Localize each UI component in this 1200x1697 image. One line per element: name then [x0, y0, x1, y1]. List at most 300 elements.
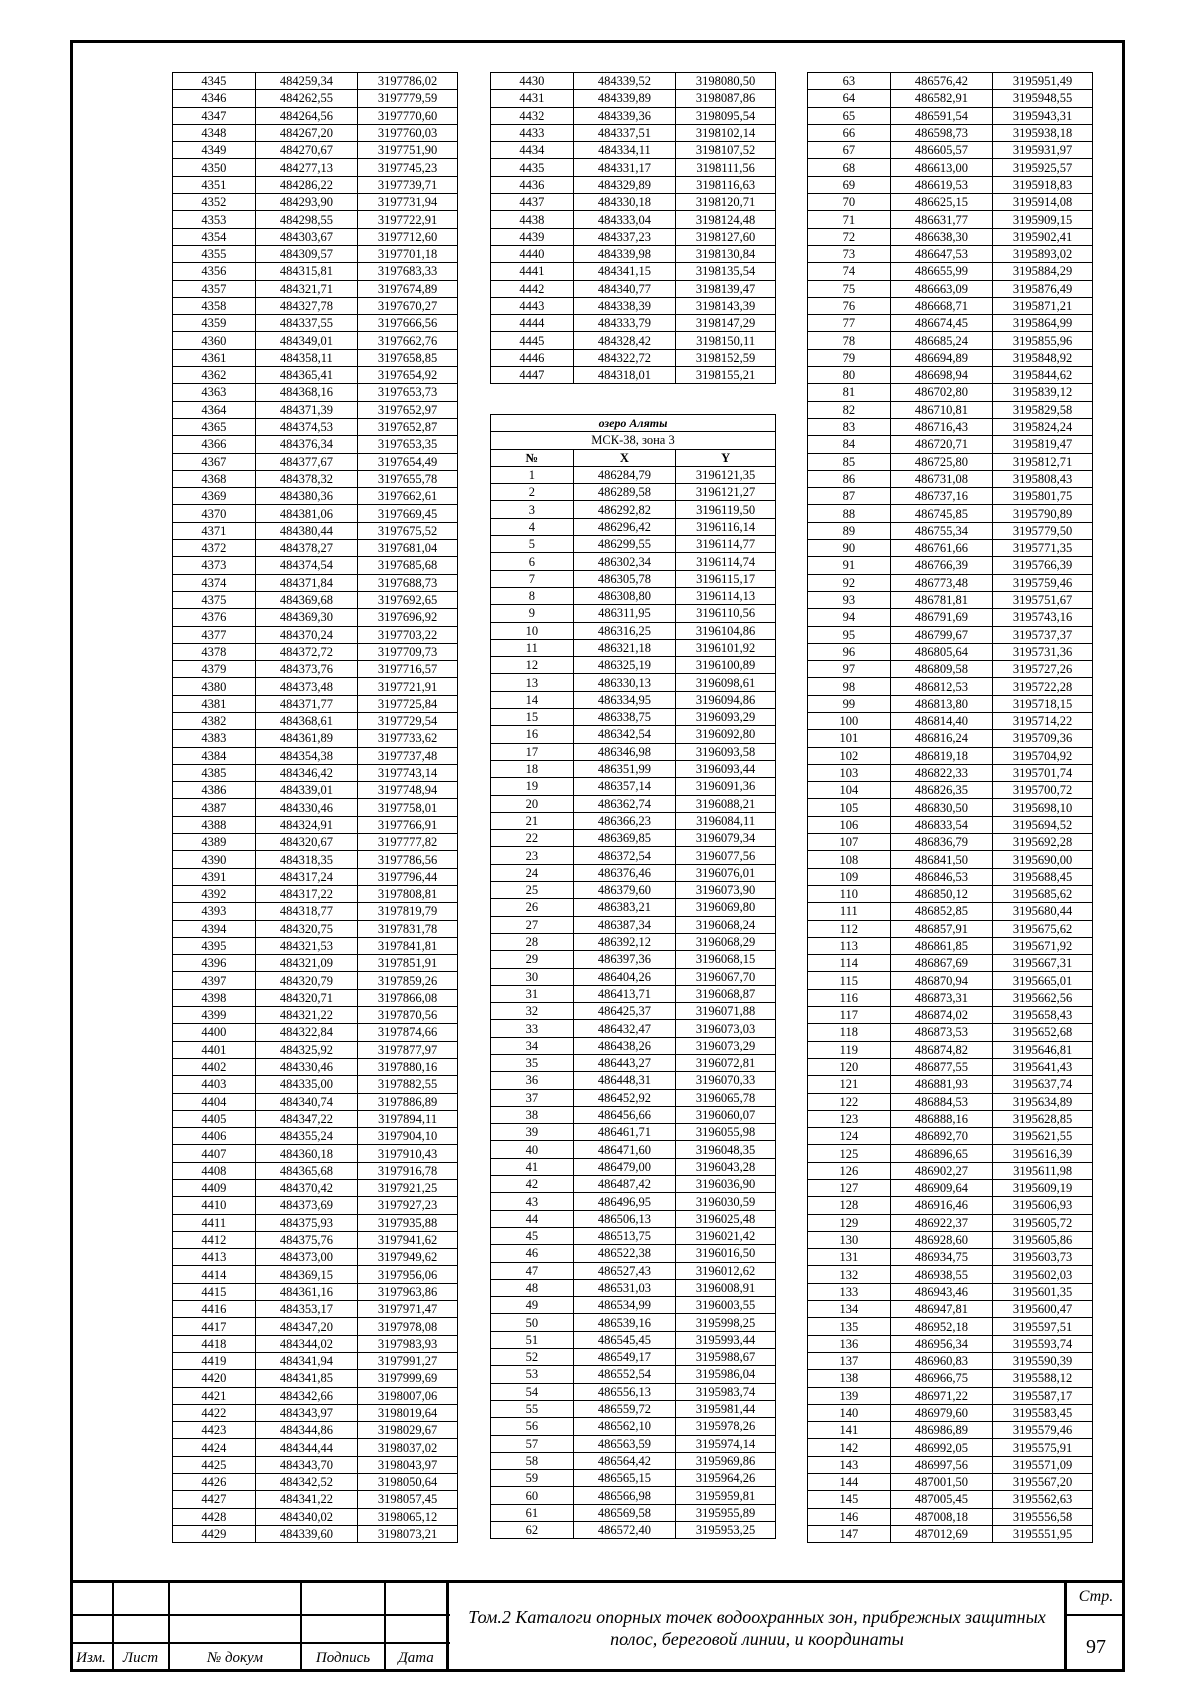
- y-coordinate-cell: 3196092,80: [676, 726, 776, 743]
- point-number-cell: 4359: [173, 315, 256, 332]
- y-coordinate-cell: 3198155,21: [676, 367, 776, 384]
- table-row: [808, 730, 1093, 747]
- table-row: [808, 920, 1093, 937]
- point-number-cell: 77: [808, 315, 891, 332]
- point-number-cell: 107: [808, 834, 891, 851]
- y-coordinate-cell: 3195759,46: [993, 574, 1093, 591]
- y-coordinate-cell: 3195551,95: [993, 1525, 1093, 1542]
- table-row: [173, 73, 458, 90]
- table-row: [173, 1508, 458, 1525]
- table-row: [808, 332, 1093, 349]
- x-coordinate-cell: 486916,46: [890, 1197, 993, 1214]
- y-coordinate-cell: 3197963,86: [358, 1283, 458, 1300]
- x-coordinate-cell: 486892,70: [890, 1128, 993, 1145]
- y-coordinate-cell: 3198087,86: [676, 90, 776, 107]
- y-coordinate-cell: 3197722,91: [358, 211, 458, 228]
- table-row: [173, 1162, 458, 1179]
- x-coordinate-cell: 486545,45: [573, 1331, 676, 1348]
- y-coordinate-cell: 3196114,13: [676, 587, 776, 604]
- table-row: [491, 1089, 776, 1106]
- point-number-cell: 4399: [173, 1007, 256, 1024]
- table-row: [808, 1041, 1093, 1058]
- table-row: [808, 1249, 1093, 1266]
- table-row: [491, 176, 776, 193]
- point-number-cell: 83: [808, 418, 891, 435]
- point-number-cell: 96: [808, 643, 891, 660]
- table-row: [808, 661, 1093, 678]
- x-coordinate-cell: 486745,85: [890, 505, 993, 522]
- table-row: [173, 367, 458, 384]
- table-row: [491, 536, 776, 553]
- table-row: [173, 1197, 458, 1214]
- point-number-cell: 35: [491, 1054, 574, 1071]
- x-coordinate-cell: 486731,08: [890, 470, 993, 487]
- table-row: [173, 1474, 458, 1491]
- point-number-cell: 4434: [491, 142, 574, 159]
- x-coordinate-cell: 486655,99: [890, 263, 993, 280]
- table-row: [173, 315, 458, 332]
- point-number-cell: 4355: [173, 245, 256, 262]
- x-coordinate-cell: 486631,77: [890, 211, 993, 228]
- point-number-cell: 115: [808, 972, 891, 989]
- table-row: [808, 505, 1093, 522]
- point-number-cell: 108: [808, 851, 891, 868]
- table-row: [808, 90, 1093, 107]
- x-coordinate-cell: 486376,46: [573, 864, 676, 881]
- x-coordinate-cell: 486896,65: [890, 1145, 993, 1162]
- y-coordinate-cell: 3195993,44: [676, 1331, 776, 1348]
- table-row: [491, 280, 776, 297]
- point-number-cell: 4432: [491, 107, 574, 124]
- y-coordinate-cell: 3197701,18: [358, 245, 458, 262]
- x-coordinate-cell: 484369,68: [255, 591, 358, 608]
- x-coordinate-cell: 484341,15: [573, 263, 676, 280]
- x-coordinate-cell: 484340,77: [573, 280, 676, 297]
- y-coordinate-cell: 3195884,29: [993, 263, 1093, 280]
- table-row: [808, 1474, 1093, 1491]
- x-coordinate-cell: 486566,98: [573, 1487, 676, 1504]
- table-row: [491, 1366, 776, 1383]
- x-coordinate-cell: 484372,72: [255, 643, 358, 660]
- point-number-cell: 102: [808, 747, 891, 764]
- column-header-number: №: [491, 449, 574, 466]
- x-coordinate-cell: 486325,19: [573, 657, 676, 674]
- table-row: [491, 674, 776, 691]
- table-row: [173, 557, 458, 574]
- table-row: [808, 436, 1093, 453]
- point-number-cell: 37: [491, 1089, 574, 1106]
- x-coordinate-cell: 486572,40: [573, 1522, 676, 1539]
- y-coordinate-cell: 3195855,96: [993, 332, 1093, 349]
- x-coordinate-cell: 486321,18: [573, 639, 676, 656]
- y-coordinate-cell: 3197978,08: [358, 1318, 458, 1335]
- point-number-cell: 4358: [173, 297, 256, 314]
- point-number-cell: 50: [491, 1314, 574, 1331]
- x-coordinate-cell: 484370,24: [255, 626, 358, 643]
- x-coordinate-cell: 484262,55: [255, 90, 358, 107]
- table-row: [491, 107, 776, 124]
- point-number-cell: 42: [491, 1176, 574, 1193]
- table-row: [808, 107, 1093, 124]
- table-row: [173, 851, 458, 868]
- point-number-cell: 99: [808, 695, 891, 712]
- point-number-cell: 4371: [173, 522, 256, 539]
- table-row: [173, 1456, 458, 1473]
- point-number-cell: 88: [808, 505, 891, 522]
- x-coordinate-cell: 486943,46: [890, 1283, 993, 1300]
- x-coordinate-cell: 484376,34: [255, 436, 358, 453]
- point-number-cell: 32: [491, 1003, 574, 1020]
- point-number-cell: 4439: [491, 228, 574, 245]
- x-coordinate-cell: 484346,42: [255, 764, 358, 781]
- y-coordinate-cell: 3195562,63: [993, 1491, 1093, 1508]
- point-number-cell: 53: [491, 1366, 574, 1383]
- x-coordinate-cell: 486506,13: [573, 1210, 676, 1227]
- point-number-cell: 128: [808, 1197, 891, 1214]
- x-coordinate-cell: 486861,85: [890, 937, 993, 954]
- point-number-cell: 4349: [173, 142, 256, 159]
- point-number-cell: 18: [491, 760, 574, 777]
- table-row: [173, 349, 458, 366]
- point-number-cell: 4441: [491, 263, 574, 280]
- point-number-cell: 4443: [491, 297, 574, 314]
- x-coordinate-cell: 486971,22: [890, 1387, 993, 1404]
- table-row: [491, 367, 776, 384]
- coordinates-table-right: [807, 72, 1093, 1543]
- x-coordinate-cell: 486822,33: [890, 764, 993, 781]
- point-number-cell: 62: [491, 1522, 574, 1539]
- x-coordinate-cell: 484318,01: [573, 367, 676, 384]
- y-coordinate-cell: 3195893,02: [993, 245, 1093, 262]
- table-row: [491, 657, 776, 674]
- page-label: Стр.: [1078, 1588, 1114, 1605]
- y-coordinate-cell: 3196084,11: [676, 812, 776, 829]
- y-coordinate-cell: 3195766,39: [993, 557, 1093, 574]
- x-coordinate-cell: 486425,37: [573, 1003, 676, 1020]
- point-number-cell: 9: [491, 605, 574, 622]
- y-coordinate-cell: 3195556,58: [993, 1508, 1093, 1525]
- table-row: [173, 955, 458, 972]
- y-coordinate-cell: 3196073,03: [676, 1020, 776, 1037]
- x-coordinate-cell: 487005,45: [890, 1491, 993, 1508]
- point-number-cell: 82: [808, 401, 891, 418]
- x-coordinate-cell: 484374,53: [255, 418, 358, 435]
- y-coordinate-cell: 3196008,91: [676, 1279, 776, 1296]
- table-row: [491, 73, 776, 90]
- y-coordinate-cell: 3198135,54: [676, 263, 776, 280]
- table-row: [808, 868, 1093, 885]
- table-row: [491, 830, 776, 847]
- y-coordinate-cell: 3195938,18: [993, 124, 1093, 141]
- point-number-cell: 4354: [173, 228, 256, 245]
- y-coordinate-cell: 3195751,67: [993, 591, 1093, 608]
- x-coordinate-cell: 486873,53: [890, 1024, 993, 1041]
- table-row: [808, 1007, 1093, 1024]
- table-title: озеро Аляты: [491, 415, 776, 432]
- point-number-cell: 66: [808, 124, 891, 141]
- y-coordinate-cell: 3196048,35: [676, 1141, 776, 1158]
- table-row: [808, 1093, 1093, 1110]
- point-number-cell: 4395: [173, 937, 256, 954]
- point-number-cell: 4406: [173, 1128, 256, 1145]
- y-coordinate-cell: 3197688,73: [358, 574, 458, 591]
- table-row: [491, 1522, 776, 1539]
- y-coordinate-cell: 3195667,31: [993, 955, 1093, 972]
- table-row: [808, 1301, 1093, 1318]
- x-coordinate-cell: 484333,04: [573, 211, 676, 228]
- table-row: [173, 816, 458, 833]
- point-number-cell: 114: [808, 955, 891, 972]
- table-row: [808, 1180, 1093, 1197]
- point-number-cell: 133: [808, 1283, 891, 1300]
- x-coordinate-cell: 486461,71: [573, 1124, 676, 1141]
- y-coordinate-cell: 3198043,97: [358, 1456, 458, 1473]
- x-coordinate-cell: 486549,17: [573, 1349, 676, 1366]
- y-coordinate-cell: 3197851,91: [358, 955, 458, 972]
- table-row: [808, 1110, 1093, 1127]
- table-row: [173, 1110, 458, 1127]
- table-row: [808, 211, 1093, 228]
- table-row: [808, 159, 1093, 176]
- table-row: [173, 263, 458, 280]
- table-subtitle: МСК-38, зона 3: [491, 432, 776, 449]
- x-coordinate-cell: 484339,89: [573, 90, 676, 107]
- x-coordinate-cell: 486351,99: [573, 760, 676, 777]
- y-coordinate-cell: 3196068,15: [676, 951, 776, 968]
- y-coordinate-cell: 3196098,61: [676, 674, 776, 691]
- y-coordinate-cell: 3196114,77: [676, 536, 776, 553]
- y-coordinate-cell: 3197921,25: [358, 1180, 458, 1197]
- x-coordinate-cell: 487001,50: [890, 1474, 993, 1491]
- y-coordinate-cell: 3195988,67: [676, 1349, 776, 1366]
- point-number-cell: 144: [808, 1474, 891, 1491]
- x-coordinate-cell: 484342,52: [255, 1474, 358, 1491]
- y-coordinate-cell: 3195848,92: [993, 349, 1093, 366]
- y-coordinate-cell: 3197653,35: [358, 436, 458, 453]
- point-number-cell: 26: [491, 899, 574, 916]
- x-coordinate-cell: 486836,79: [890, 834, 993, 851]
- y-coordinate-cell: 3196091,36: [676, 778, 776, 795]
- x-coordinate-cell: 484321,71: [255, 280, 358, 297]
- point-number-cell: 4412: [173, 1231, 256, 1248]
- x-coordinate-cell: 486387,34: [573, 916, 676, 933]
- y-coordinate-cell: 3197859,26: [358, 972, 458, 989]
- point-number-cell: 76: [808, 297, 891, 314]
- point-number-cell: 4411: [173, 1214, 256, 1231]
- point-number-cell: 4362: [173, 367, 256, 384]
- point-number-cell: 57: [491, 1435, 574, 1452]
- x-coordinate-cell: 486369,85: [573, 830, 676, 847]
- y-coordinate-cell: 3195790,89: [993, 505, 1093, 522]
- y-coordinate-cell: 3197652,87: [358, 418, 458, 435]
- x-coordinate-cell: 484334,11: [573, 142, 676, 159]
- point-number-cell: 41: [491, 1158, 574, 1175]
- table-row: [491, 194, 776, 211]
- y-coordinate-cell: 3195601,35: [993, 1283, 1093, 1300]
- x-coordinate-cell: 486852,85: [890, 903, 993, 920]
- y-coordinate-cell: 3197745,23: [358, 159, 458, 176]
- table-row: [173, 124, 458, 141]
- table-row: [808, 695, 1093, 712]
- point-number-cell: 103: [808, 764, 891, 781]
- table-row: [173, 903, 458, 920]
- y-coordinate-cell: 3195714,22: [993, 712, 1093, 729]
- y-coordinate-cell: 3196110,56: [676, 605, 776, 622]
- table-row: [173, 678, 458, 695]
- x-coordinate-cell: 486552,54: [573, 1366, 676, 1383]
- point-number-cell: 4414: [173, 1266, 256, 1283]
- y-coordinate-cell: 3197662,76: [358, 332, 458, 349]
- point-number-cell: 4415: [173, 1283, 256, 1300]
- y-coordinate-cell: 3197721,91: [358, 678, 458, 695]
- point-number-cell: 147: [808, 1525, 891, 1542]
- y-coordinate-cell: 3197991,27: [358, 1352, 458, 1369]
- y-coordinate-cell: 3197696,92: [358, 609, 458, 626]
- point-number-cell: 85: [808, 453, 891, 470]
- table-row: [808, 263, 1093, 280]
- point-number-cell: 22: [491, 830, 574, 847]
- x-coordinate-cell: 486841,50: [890, 851, 993, 868]
- point-number-cell: 74: [808, 263, 891, 280]
- point-number-cell: 51: [491, 1331, 574, 1348]
- point-number-cell: 139: [808, 1387, 891, 1404]
- y-coordinate-cell: 3195801,75: [993, 488, 1093, 505]
- y-coordinate-cell: 3196068,87: [676, 985, 776, 1002]
- x-coordinate-cell: 484318,35: [255, 851, 358, 868]
- point-number-cell: 4376: [173, 609, 256, 626]
- x-coordinate-cell: 484344,02: [255, 1335, 358, 1352]
- table-row: [173, 782, 458, 799]
- x-coordinate-cell: 486564,42: [573, 1452, 676, 1469]
- y-coordinate-cell: 3195658,43: [993, 1007, 1093, 1024]
- point-number-cell: 4428: [173, 1508, 256, 1525]
- point-number-cell: 117: [808, 1007, 891, 1024]
- y-coordinate-cell: 3195600,47: [993, 1301, 1093, 1318]
- y-coordinate-cell: 3196093,58: [676, 743, 776, 760]
- point-number-cell: 4429: [173, 1525, 256, 1542]
- point-number-cell: 89: [808, 522, 891, 539]
- x-coordinate-cell: 486710,81: [890, 401, 993, 418]
- x-coordinate-cell: 484320,79: [255, 972, 358, 989]
- stamp-label-date: Дата: [398, 1650, 434, 1666]
- y-coordinate-cell: 3197666,56: [358, 315, 458, 332]
- y-coordinate-cell: 3197751,90: [358, 142, 458, 159]
- x-coordinate-cell: 484369,30: [255, 609, 358, 626]
- point-number-cell: 4361: [173, 349, 256, 366]
- x-coordinate-cell: 484298,55: [255, 211, 358, 228]
- y-coordinate-cell: 3195662,56: [993, 989, 1093, 1006]
- stamp-label-doc-number: № докум: [207, 1650, 263, 1666]
- point-number-cell: 23: [491, 847, 574, 864]
- y-coordinate-cell: 3197779,59: [358, 90, 458, 107]
- x-coordinate-cell: 486928,60: [890, 1231, 993, 1248]
- point-number-cell: 43: [491, 1193, 574, 1210]
- table-row: [491, 639, 776, 656]
- x-coordinate-cell: 484338,39: [573, 297, 676, 314]
- table-row: [808, 1370, 1093, 1387]
- point-number-cell: 61: [491, 1504, 574, 1521]
- point-number-cell: 67: [808, 142, 891, 159]
- y-coordinate-cell: 3195694,52: [993, 816, 1093, 833]
- point-number-cell: 4447: [491, 367, 574, 384]
- y-coordinate-cell: 3196068,24: [676, 916, 776, 933]
- y-coordinate-cell: 3197662,61: [358, 488, 458, 505]
- point-number-cell: 4346: [173, 90, 256, 107]
- stamp-label-sheet: Лист: [122, 1650, 159, 1666]
- table-row: [491, 349, 776, 366]
- table-row: [173, 159, 458, 176]
- y-coordinate-cell: 3195955,89: [676, 1504, 776, 1521]
- point-number-cell: 49: [491, 1297, 574, 1314]
- table-row: [173, 885, 458, 902]
- point-number-cell: 126: [808, 1162, 891, 1179]
- x-coordinate-cell: 484320,71: [255, 989, 358, 1006]
- point-number-cell: 4396: [173, 955, 256, 972]
- point-number-cell: 60: [491, 1487, 574, 1504]
- y-coordinate-cell: 3196101,92: [676, 639, 776, 656]
- x-coordinate-cell: 486582,91: [890, 90, 993, 107]
- y-coordinate-cell: 3195722,28: [993, 678, 1093, 695]
- x-coordinate-cell: 484317,24: [255, 868, 358, 885]
- point-number-cell: 4437: [491, 194, 574, 211]
- y-coordinate-cell: 3198150,11: [676, 332, 776, 349]
- point-number-cell: 4433: [491, 124, 574, 141]
- x-coordinate-cell: 486613,00: [890, 159, 993, 176]
- table-row: [808, 972, 1093, 989]
- x-coordinate-cell: 484339,36: [573, 107, 676, 124]
- x-coordinate-cell: 484375,76: [255, 1231, 358, 1248]
- y-coordinate-cell: 3197841,81: [358, 937, 458, 954]
- point-number-cell: 25: [491, 882, 574, 899]
- y-coordinate-cell: 3196036,90: [676, 1176, 776, 1193]
- x-coordinate-cell: 484321,09: [255, 955, 358, 972]
- x-coordinate-cell: 484377,67: [255, 453, 358, 470]
- x-coordinate-cell: 486870,94: [890, 972, 993, 989]
- x-coordinate-cell: 486308,80: [573, 587, 676, 604]
- x-coordinate-cell: 486496,95: [573, 1193, 676, 1210]
- point-number-cell: 68: [808, 159, 891, 176]
- point-number-cell: 120: [808, 1058, 891, 1075]
- table-row: [808, 297, 1093, 314]
- table-row: [491, 882, 776, 899]
- point-number-cell: 21: [491, 812, 574, 829]
- point-number-cell: 24: [491, 864, 574, 881]
- y-coordinate-cell: 3196068,29: [676, 933, 776, 950]
- point-number-cell: 4377: [173, 626, 256, 643]
- table-row: [808, 1197, 1093, 1214]
- x-coordinate-cell: 486805,64: [890, 643, 993, 660]
- y-coordinate-cell: 3197675,52: [358, 522, 458, 539]
- y-coordinate-cell: 3195583,45: [993, 1404, 1093, 1421]
- table-row: [491, 1176, 776, 1193]
- table-row: [173, 1145, 458, 1162]
- y-coordinate-cell: 3195709,36: [993, 730, 1093, 747]
- x-coordinate-cell: 486563,59: [573, 1435, 676, 1452]
- table-row: [808, 1128, 1093, 1145]
- y-coordinate-cell: 3197692,65: [358, 591, 458, 608]
- table-row: [491, 743, 776, 760]
- table-row: [808, 1318, 1093, 1335]
- x-coordinate-cell: 484339,98: [573, 245, 676, 262]
- x-coordinate-cell: 486812,53: [890, 678, 993, 695]
- y-coordinate-cell: 3197739,71: [358, 176, 458, 193]
- x-coordinate-cell: 486881,93: [890, 1076, 993, 1093]
- y-coordinate-cell: 3195698,10: [993, 799, 1093, 816]
- y-coordinate-cell: 3195819,47: [993, 436, 1093, 453]
- table-row: [173, 1422, 458, 1439]
- y-coordinate-cell: 3195943,31: [993, 107, 1093, 124]
- table-row: [173, 245, 458, 262]
